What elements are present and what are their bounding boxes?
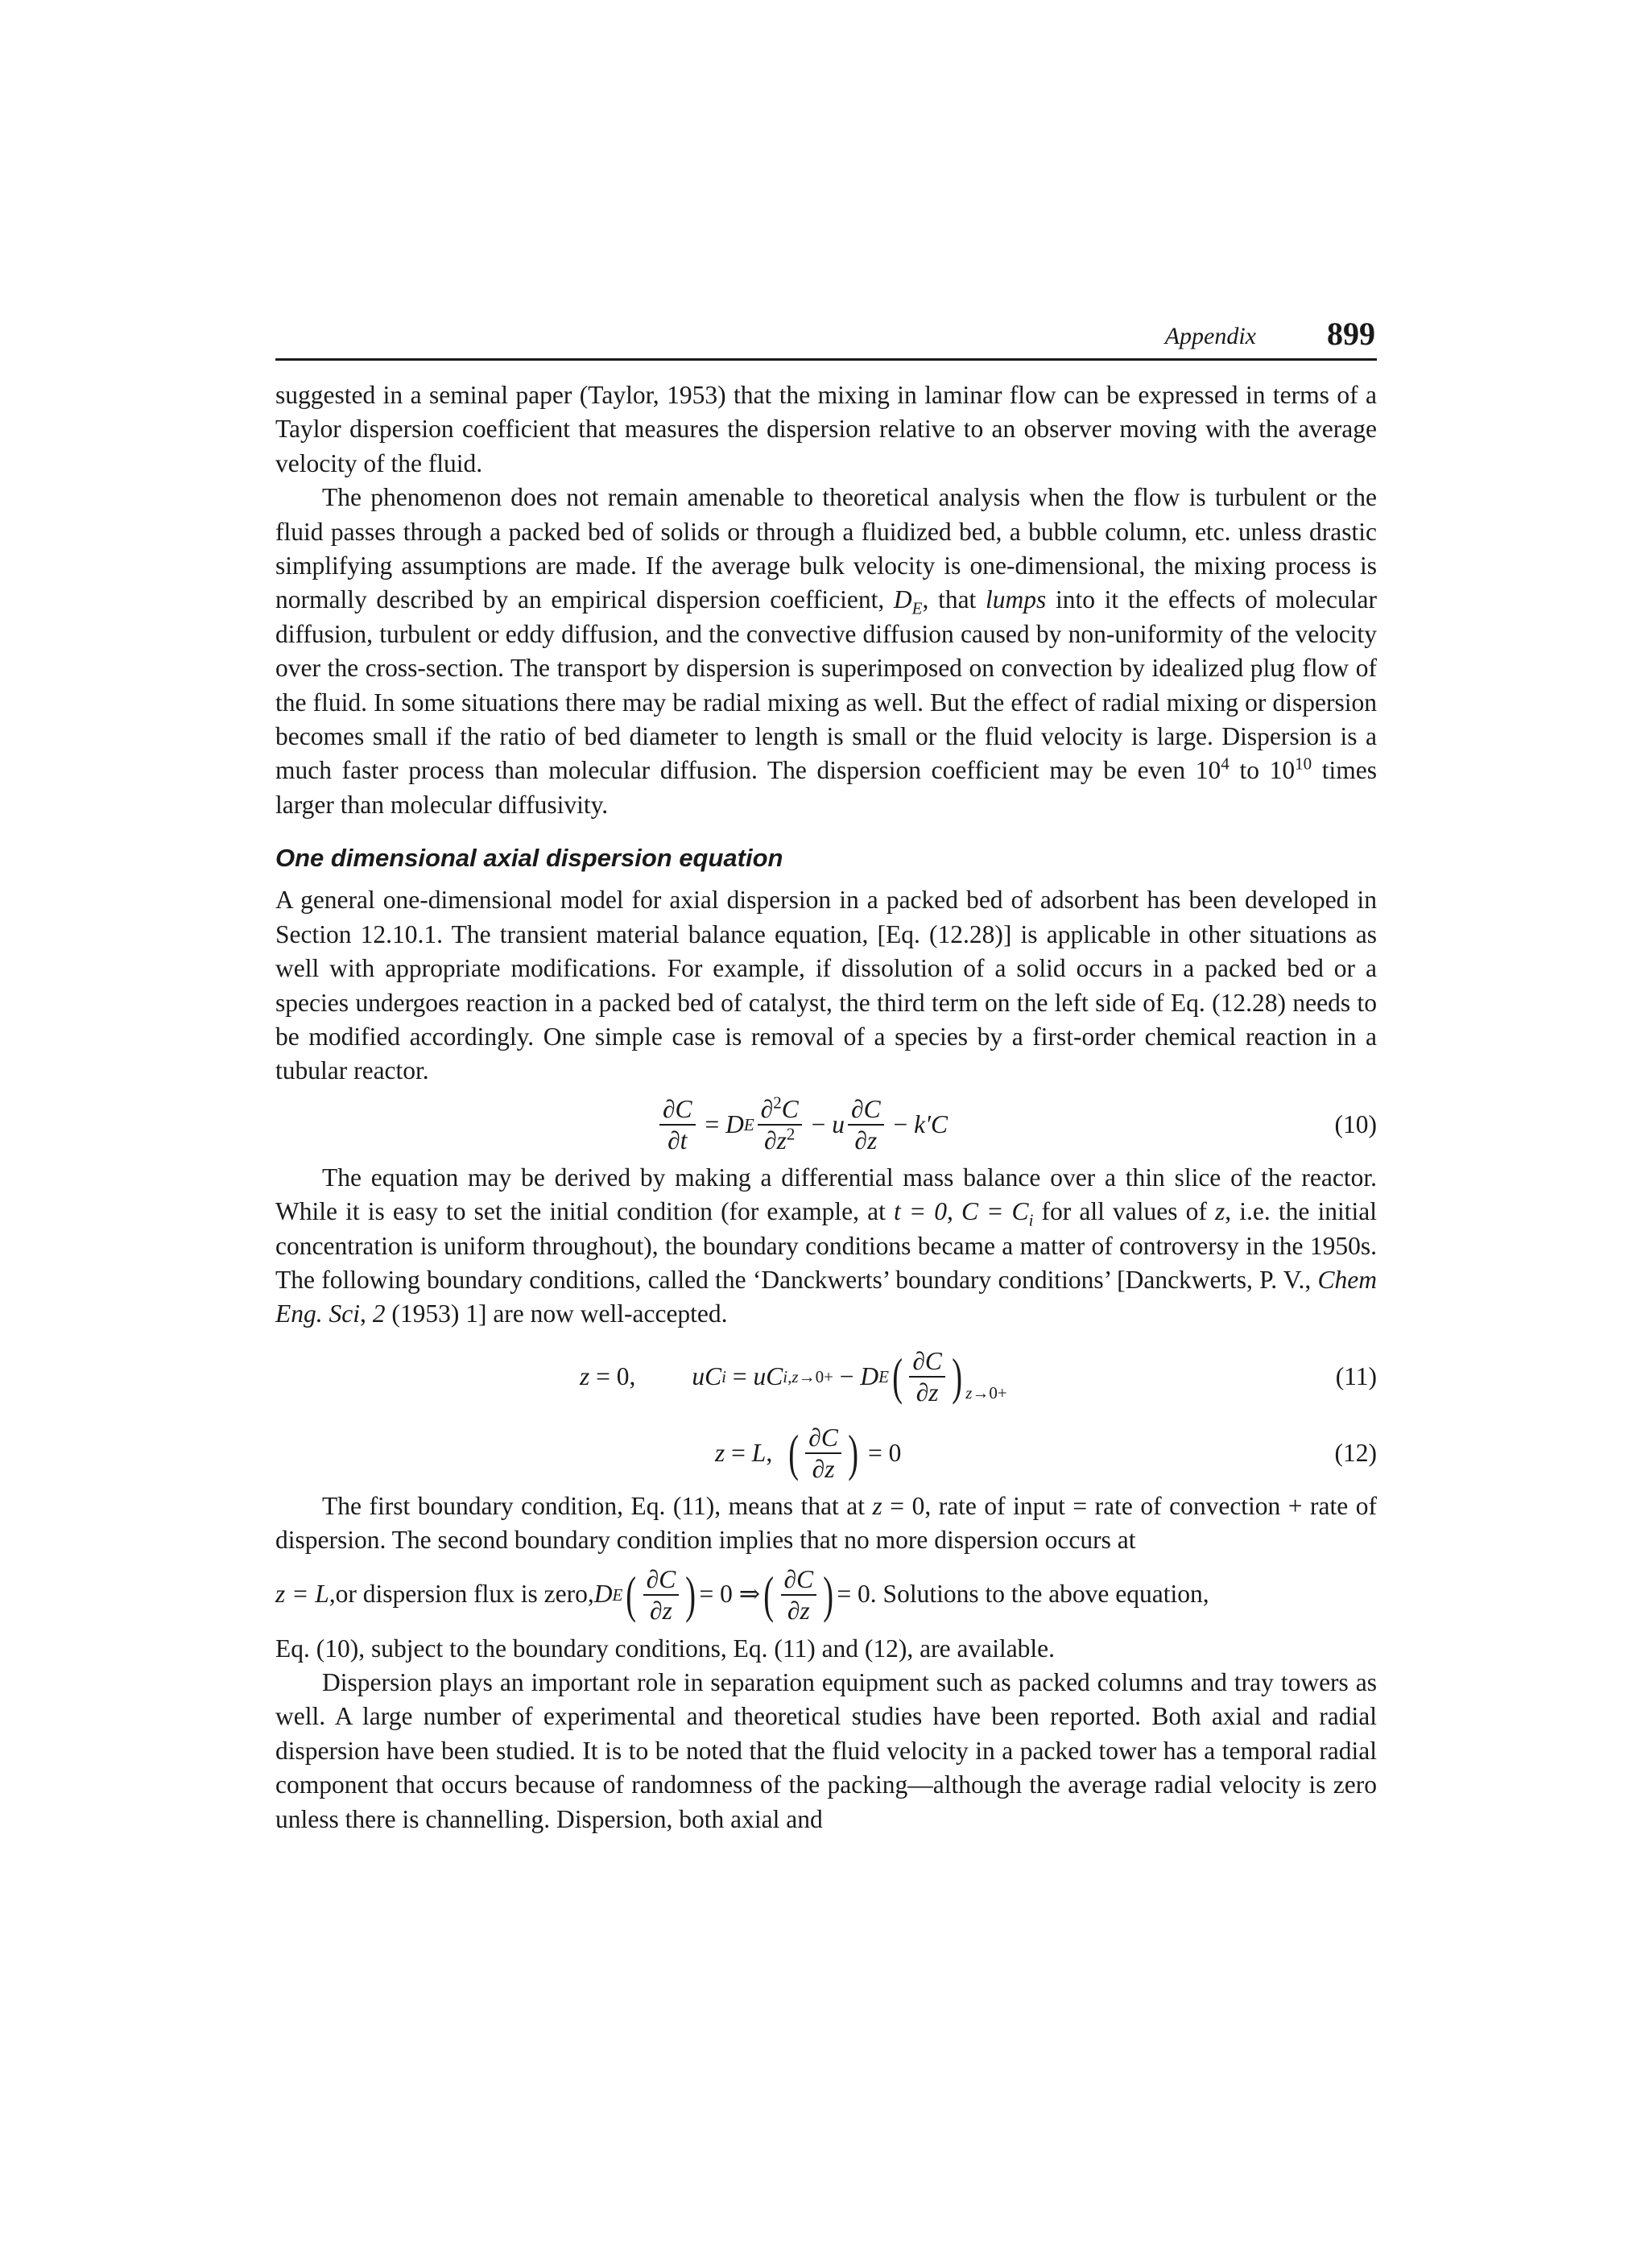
equation-number: (11) (1335, 1361, 1377, 1390)
paragraph-7: Dispersion plays an important role in separation equipment such as packed columns and tray towers as well. A large number of experimental and theoretical studies have been reported. Both axial and radial dispersion have been studied. It is to be noted that the fluid velocity in a packed tower has a temporal radial component that occurs because of randomness of the packing—although the average radial velocity is zero unless there is channelling. Dispersion, both axial and (275, 1667, 1377, 1833)
running-head: Appendix (1164, 323, 1256, 349)
equation-number: (12) (1334, 1438, 1377, 1467)
paragraph-4: The equation may be derived by making a differential mass balance over a thin slice of the reactor. While it is easy to set the initial condition (for example, at t = 0, $C = C_i$ for all values of z, i.e. the initial concentration is uniform throughout), the boundary conditions became a matter of controversy in the 1950s. The following boundary conditions, called the ‘Danckwerts’ boundary conditions’ [Danckwerts, P. V., Chem Eng. Sci, 2 (1953) 1] are now well-accepted. (275, 1163, 1377, 1328)
paragraph-5: The first boundary condition, Eq. (11), means that at z = 0, rate of input = rate of convection + rate of dispersion. The second boundary condition implies that no more dispersion occurs at (275, 1491, 1378, 1555)
section-heading: One dimensional axial dispersion equation (275, 844, 783, 873)
paragraph-1: suggested in a seminal paper (Taylor, 1953) that the mixing in laminar flow can be expressed in terms of a Taylor dispersion coefficient that measures the dispersion relative to an observer moving with the average velocity of the fluid. (275, 381, 1377, 477)
page-body (275, 378, 1377, 1836)
paragraph-6: Eq. (10), subject to the boundary conditions, Eq. (11) and (12), are available. (275, 1634, 1056, 1663)
page-header (275, 318, 1377, 361)
paragraph-2: The phenomenon does not remain amenable to theoretical analysis when the flow is turbulent or the fluid passes through a packed bed of solids or through a fluidized bed, a bubble column, etc. unless drastic simplifying assumptions are made. If the average bulk velocity is one-dimensional, the mixing process is normally described by an empirical dispersion coefficient, $D_E$, that lumps into it the effects of molecular diffusion, turbulent or eddy diffusion, and the convective diffusion caused by non-uniformity of the velocity over the cross-section. The transport by dispersion is superimposed on convection by idealized plug flow of the fluid. In some situations there may be radial mixing as well. But the effect of radial mixing or dispersion becomes small if the ratio of bed diameter to length is small or the fluid velocity is large. Dispersion is a much faster process than molecular diffusion. The dispersion coefficient may be even $10^4$ to $10^{10}$ times larger than molecular diffusivity. (275, 483, 1377, 819)
equation-12: z = L , ( $\frac{\partial C}{\partial z}$ ) = 0 (12) (715, 1423, 1377, 1483)
page-number: 899 (1327, 316, 1375, 352)
equation-10: $\frac{\partial C}{\partial t}$ = D E $\frac{\partial^2C}{\partial z^2}$ − u $\frac{\partial C}{\partial z}$ − k′C (10) (275, 1089, 1377, 1161)
paragraph-5-inline-equation: z = L, or dispersion flux is zero, D E ( $\frac{\partial C}{\partial z}$ ) = 0 ⇒ ( $\frac{\partial C}{\partial z}$ ) = 0. Solutions to the above equation, (275, 1564, 1209, 1625)
equation-number: (10) (1334, 1109, 1377, 1138)
equation-11: z = 0, uC i = uC i,z→0+ − D E ( $\frac{\partial C}{\partial z}$ ) $_{z\to 0+}$ (11) (580, 1346, 1377, 1407)
paragraph-3: A general one-dimensional model for axial dispersion in a packed bed of adsorbent has been developed in Section 12.10.1. The transient material balance equation, [Eq. (12.28)] is applicable in other situations as well with appropriate modifications. For example, if dissolution of a solid occurs in a packed bed or a species undergoes reaction in a packed bed of catalyst, the third term on the left side of Eq. (12.28) needs to be modified accordingly. One simple case is removal of a species by a first-order chemical reaction in a tubular reactor. (275, 886, 1377, 1085)
